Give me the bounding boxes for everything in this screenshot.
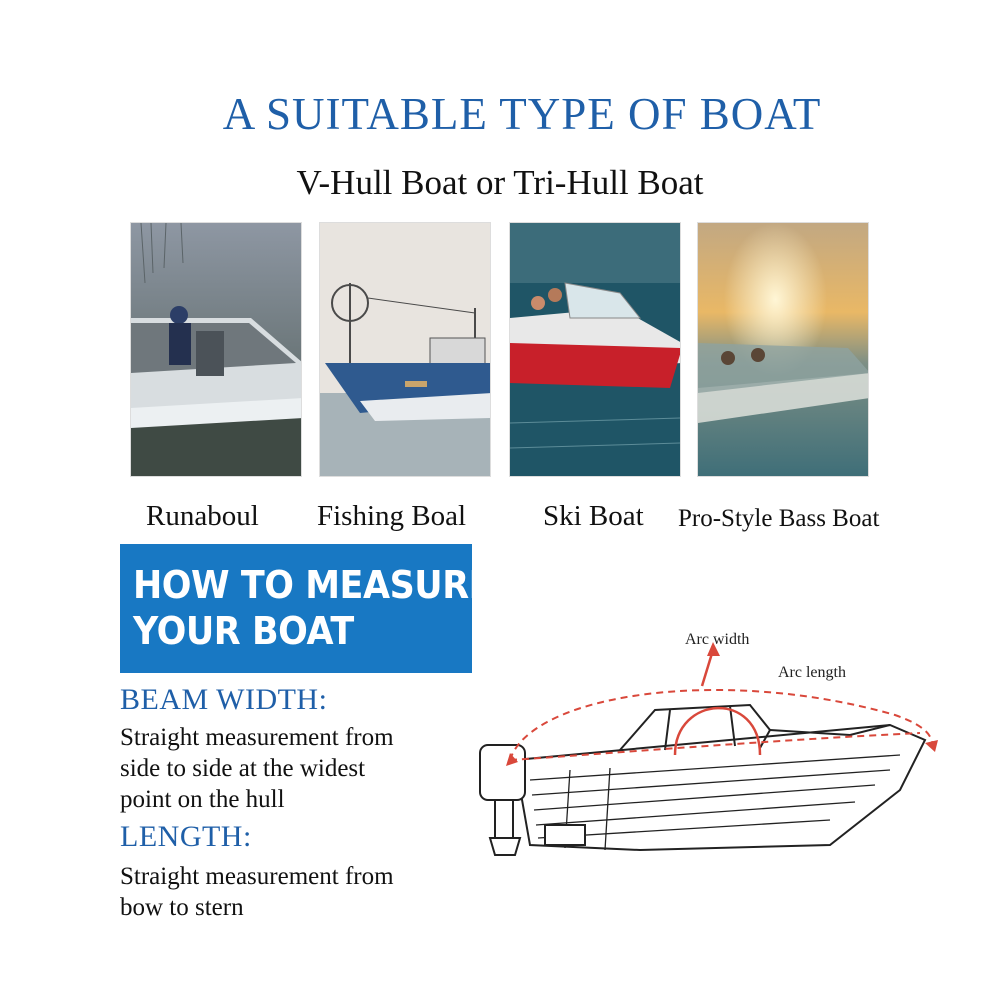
boat-measurement-diagram [470,620,970,900]
beam-width-title: BEAM WIDTH: [120,683,328,716]
banner-line-2: YOUR BOAT [133,609,354,653]
boat-label-runabout: Runaboul [146,500,259,532]
length-desc: Straight measurement from bow to stern [120,863,394,921]
arc-width-label: Arc width [685,631,750,648]
boat-label-ski: Ski Boat [543,500,644,532]
bass-boat-photo [697,222,869,477]
fishing-boat-photo [319,222,491,477]
boat-label-fishing: Fishing Boal [317,500,467,532]
boat-label-bass: Pro-Style Bass Boat [678,505,880,532]
beam-width-desc: Straight measurement from side to side at the widest point on the hull [120,724,394,813]
banner-line-1: HOW TO MEASURE [133,563,493,607]
length-title: LENGTH: [120,820,252,853]
arc-length-label: Arc length [778,664,846,681]
measure-banner [120,544,493,673]
ski-boat-photo [509,222,681,477]
page-subtitle: V-Hull Boat or Tri-Hull Boat [296,163,704,202]
runabout-photo [130,222,302,477]
page-title: A SUITABLE TYPE OF BOAT [222,89,822,139]
